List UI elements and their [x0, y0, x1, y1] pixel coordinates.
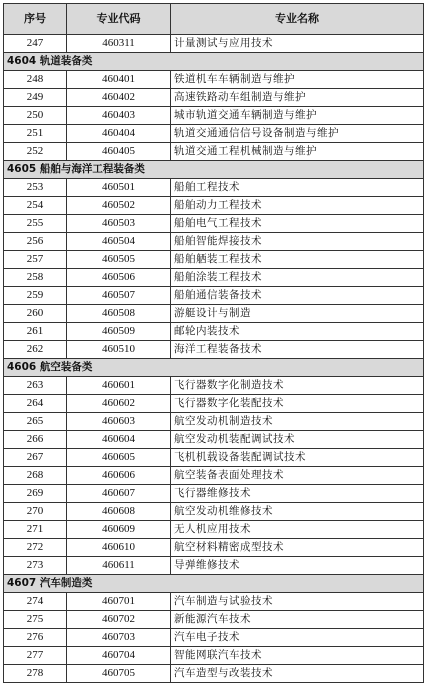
seq-cell: 252: [4, 143, 67, 161]
name-cell: 船舶智能焊接技术: [171, 233, 424, 251]
name-cell: 船舶电气工程技术: [171, 215, 424, 233]
name-cell: 船舶涂装工程技术: [171, 269, 424, 287]
name-cell: 无人机应用技术: [171, 521, 424, 539]
seq-cell: 266: [4, 431, 67, 449]
category-title: 4606 航空装备类: [4, 359, 424, 377]
code-cell: 460705: [67, 665, 171, 683]
table-row: [4, 341, 424, 359]
code-cell: 460601: [67, 377, 171, 395]
name-cell: 航空发动机维修技术: [171, 503, 424, 521]
table-row: [4, 557, 424, 575]
seq-cell: 247: [4, 35, 67, 53]
code-cell: 460701: [67, 593, 171, 611]
name-cell: 轨道交通通信信号设备制造与维护: [171, 125, 424, 143]
seq-cell: 273: [4, 557, 67, 575]
table-row: [4, 287, 424, 305]
name-cell: 游艇设计与制造: [171, 305, 424, 323]
seq-cell: 259: [4, 287, 67, 305]
name-cell: 海洋工程装备技术: [171, 341, 424, 359]
table-row: [4, 629, 424, 647]
seq-cell: 253: [4, 179, 67, 197]
seq-cell: 278: [4, 665, 67, 683]
code-cell: 460604: [67, 431, 171, 449]
table-row: [4, 665, 424, 683]
code-cell: 460610: [67, 539, 171, 557]
name-cell: 计量测试与应用技术: [171, 35, 424, 53]
table-row: [4, 611, 424, 629]
code-cell: 460311: [67, 35, 171, 53]
seq-cell: 250: [4, 107, 67, 125]
table-row: [4, 647, 424, 665]
code-cell: 460405: [67, 143, 171, 161]
table-row: [4, 485, 424, 503]
seq-cell: 248: [4, 71, 67, 89]
name-cell: 船舶通信装备技术: [171, 287, 424, 305]
name-cell: 船舶工程技术: [171, 179, 424, 197]
seq-cell: 277: [4, 647, 67, 665]
category-title: 4604 轨道装备类: [4, 53, 424, 71]
seq-cell: 251: [4, 125, 67, 143]
table-row: [4, 35, 424, 53]
code-cell: 460608: [67, 503, 171, 521]
name-cell: 航空发动机装配调试技术: [171, 431, 424, 449]
table-row: [4, 395, 424, 413]
code-cell: 460504: [67, 233, 171, 251]
seq-cell: 249: [4, 89, 67, 107]
table-row: [4, 179, 424, 197]
table-row: [4, 593, 424, 611]
table-row: [4, 197, 424, 215]
category-row: [4, 53, 424, 71]
table-header-row: [4, 4, 424, 35]
table-row: [4, 125, 424, 143]
seq-cell: 270: [4, 503, 67, 521]
table-row: [4, 233, 424, 251]
name-cell: 飞行器维修技术: [171, 485, 424, 503]
name-cell: 飞机机载设备装配调试技术: [171, 449, 424, 467]
code-cell: 460605: [67, 449, 171, 467]
seq-cell: 271: [4, 521, 67, 539]
name-cell: 飞行器数字化装配技术: [171, 395, 424, 413]
seq-cell: 276: [4, 629, 67, 647]
code-cell: 460403: [67, 107, 171, 125]
seq-cell: 261: [4, 323, 67, 341]
seq-cell: 272: [4, 539, 67, 557]
name-cell: 航空材料精密成型技术: [171, 539, 424, 557]
name-cell: 邮轮内装技术: [171, 323, 424, 341]
name-cell: 导弹维修技术: [171, 557, 424, 575]
name-cell: 船舶动力工程技术: [171, 197, 424, 215]
seq-cell: 260: [4, 305, 67, 323]
name-cell: 航空装备表面处理技术: [171, 467, 424, 485]
table-row: [4, 521, 424, 539]
name-cell: 铁道机车车辆制造与维护: [171, 71, 424, 89]
code-cell: 460508: [67, 305, 171, 323]
major-catalog-table: [3, 3, 424, 683]
seq-cell: 255: [4, 215, 67, 233]
code-cell: 460703: [67, 629, 171, 647]
table-row: [4, 539, 424, 557]
code-cell: 460702: [67, 611, 171, 629]
seq-cell: 254: [4, 197, 67, 215]
code-cell: 460606: [67, 467, 171, 485]
table-row: [4, 449, 424, 467]
name-cell: 汽车制造与试验技术: [171, 593, 424, 611]
table-row: [4, 467, 424, 485]
code-cell: 460404: [67, 125, 171, 143]
code-cell: 460402: [67, 89, 171, 107]
category-row: [4, 161, 424, 179]
seq-cell: 263: [4, 377, 67, 395]
name-cell: 高速铁路动车组制造与维护: [171, 89, 424, 107]
code-cell: 460510: [67, 341, 171, 359]
seq-cell: 256: [4, 233, 67, 251]
seq-cell: 265: [4, 413, 67, 431]
table-body: [4, 35, 424, 683]
header-name: 专业名称: [171, 4, 424, 35]
name-cell: 船舶舾装工程技术: [171, 251, 424, 269]
table-row: [4, 377, 424, 395]
table-row: [4, 413, 424, 431]
table-row: [4, 269, 424, 287]
seq-cell: 257: [4, 251, 67, 269]
name-cell: 飞行器数字化制造技术: [171, 377, 424, 395]
name-cell: 智能网联汽车技术: [171, 647, 424, 665]
name-cell: 新能源汽车技术: [171, 611, 424, 629]
seq-cell: 268: [4, 467, 67, 485]
code-cell: 460506: [67, 269, 171, 287]
category-row: [4, 359, 424, 377]
seq-cell: 275: [4, 611, 67, 629]
name-cell: 航空发动机制造技术: [171, 413, 424, 431]
category-title: 4607 汽车制造类: [4, 575, 424, 593]
table-row: [4, 143, 424, 161]
table-row: [4, 89, 424, 107]
header-seq: 序号: [4, 4, 67, 35]
code-cell: 460502: [67, 197, 171, 215]
code-cell: 460507: [67, 287, 171, 305]
name-cell: 汽车电子技术: [171, 629, 424, 647]
table-row: [4, 71, 424, 89]
name-cell: 城市轨道交通车辆制造与维护: [171, 107, 424, 125]
seq-cell: 258: [4, 269, 67, 287]
name-cell: 汽车造型与改装技术: [171, 665, 424, 683]
code-cell: 460602: [67, 395, 171, 413]
table-row: [4, 503, 424, 521]
category-row: [4, 575, 424, 593]
code-cell: 460607: [67, 485, 171, 503]
table-row: [4, 107, 424, 125]
seq-cell: 264: [4, 395, 67, 413]
seq-cell: 262: [4, 341, 67, 359]
seq-cell: 269: [4, 485, 67, 503]
seq-cell: 267: [4, 449, 67, 467]
code-cell: 460704: [67, 647, 171, 665]
code-cell: 460611: [67, 557, 171, 575]
header-code: 专业代码: [67, 4, 171, 35]
code-cell: 460609: [67, 521, 171, 539]
name-cell: 轨道交通工程机械制造与维护: [171, 143, 424, 161]
code-cell: 460509: [67, 323, 171, 341]
table-row: [4, 431, 424, 449]
code-cell: 460505: [67, 251, 171, 269]
code-cell: 460401: [67, 71, 171, 89]
code-cell: 460503: [67, 215, 171, 233]
table-row: [4, 251, 424, 269]
table-row: [4, 323, 424, 341]
code-cell: 460603: [67, 413, 171, 431]
code-cell: 460501: [67, 179, 171, 197]
seq-cell: 274: [4, 593, 67, 611]
table-row: [4, 305, 424, 323]
category-title: 4605 船舶与海洋工程装备类: [4, 161, 424, 179]
table-row: [4, 215, 424, 233]
